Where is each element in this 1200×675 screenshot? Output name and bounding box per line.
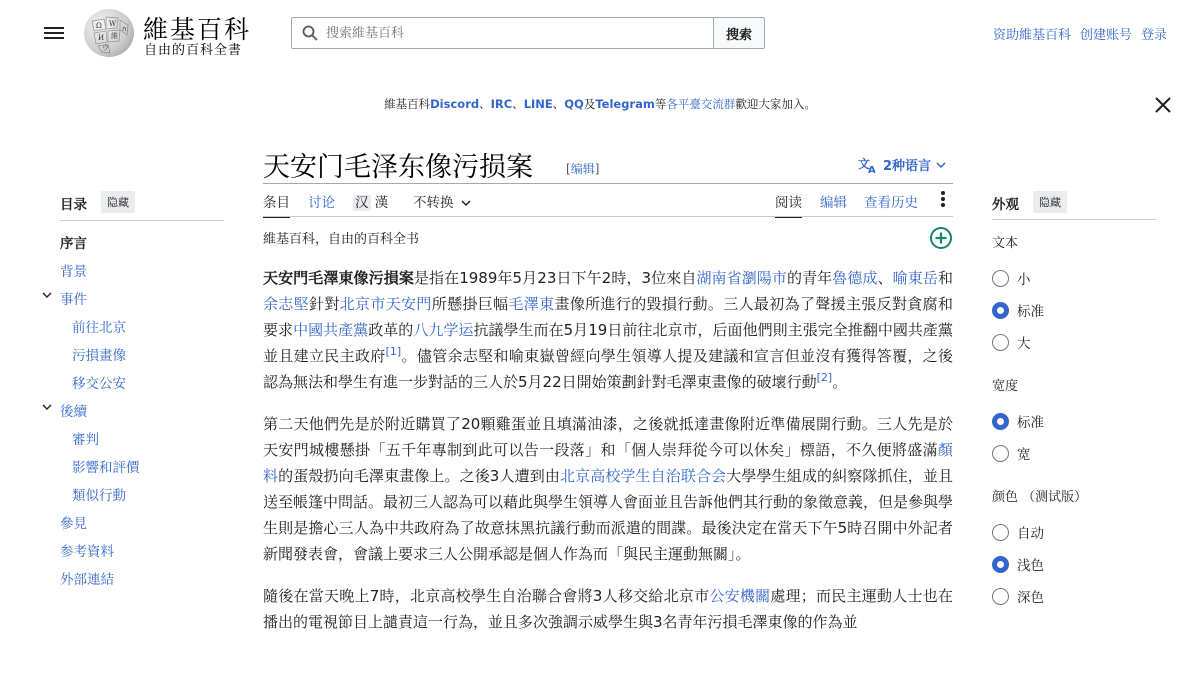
toc-item-impact[interactable]: 影響和評價 xyxy=(72,460,140,476)
bracket: ] xyxy=(594,162,600,176)
link-1989-protests[interactable]: 八九学运 xyxy=(413,321,474,339)
text: 隨後在當天晚上7時，北京高校學生自治聯合會將3人移交給北京市 xyxy=(263,587,710,605)
link-student-federation[interactable]: 北京高校学生自治联合会 xyxy=(559,467,727,485)
text: 是指在1989年5月23日下午2時，3位來自 xyxy=(413,269,697,287)
bold-term: 天安門毛澤東像污損案 xyxy=(263,269,414,287)
toc-item-similar[interactable]: 類似行動 xyxy=(72,488,126,504)
create-account-link[interactable]: 创建账号 xyxy=(1079,28,1132,43)
close-notice-button[interactable] xyxy=(1153,95,1173,115)
irc-link[interactable]: IRC xyxy=(490,97,513,111)
edit-section-link xyxy=(566,160,599,177)
svg-text:W: W xyxy=(109,20,117,28)
link-liuyang[interactable]: 湖南省瀏陽市 xyxy=(696,269,787,287)
qq-link[interactable]: QQ xyxy=(564,97,584,111)
translate-icon xyxy=(858,156,878,174)
width-standard-radio[interactable] xyxy=(992,411,1044,431)
variant-simplified[interactable]: 汉 xyxy=(355,195,369,211)
toc-item-to-beijing[interactable]: 前往北京 xyxy=(72,320,126,336)
tab-talk[interactable]: 讨论 xyxy=(308,195,335,211)
language-button[interactable] xyxy=(858,155,946,174)
toc-item-see-also[interactable]: 參見 xyxy=(60,516,87,532)
search-icon xyxy=(302,25,318,41)
wikipedia-globe-logo[interactable] xyxy=(84,9,134,57)
toc-item-external-links[interactable]: 外部連結 xyxy=(60,572,114,588)
notice-text: 及 xyxy=(583,97,596,111)
variant-switcher[interactable] xyxy=(353,191,388,211)
text: 抗議學生而在5月19日前往北京市，后面他們則主張完全推翻中國共產黨並且建立民主政府 xyxy=(263,321,953,365)
variant-traditional[interactable]: 漢 xyxy=(374,195,389,211)
svg-text:И: И xyxy=(98,34,105,42)
chevron-down-icon[interactable] xyxy=(42,290,52,300)
radio-button[interactable] xyxy=(992,445,1009,462)
link-yu-dongyue[interactable]: 喻東岳 xyxy=(892,269,938,287)
svg-text:維: 維 xyxy=(111,32,118,40)
reference-link[interactable]: [1] xyxy=(385,345,402,358)
paragraph xyxy=(263,411,953,567)
tab-edit[interactable]: 编辑 xyxy=(820,195,847,211)
appearance-hide-button[interactable]: 隐藏 xyxy=(1033,191,1067,213)
link-public-security[interactable]: 公安機關 xyxy=(709,587,771,605)
donate-link[interactable]: 资助維基百科 xyxy=(992,28,1071,43)
tab-history[interactable]: 查看历史 xyxy=(864,195,918,211)
text: 大學學生組成的糾察隊抓住，並且送至帳篷中問話。最初三人認為可以藉此與學生領導人會面並且告訴他們其行動的象徵意義，但是參與學生則是擔心三人為中共政府為了故意抹黑抗議行動而派遣的間諜。最後決定在當天下午5時召開中外記者新聞發表會，會議上要求三人公開承認是個人作為而「與民主運動無關」。 xyxy=(263,467,954,563)
toc-item-background[interactable]: 背景 xyxy=(60,264,87,280)
text: 。儘管余志堅和喻東嶽曾經向學生領導人提及建議和宣言但並沒有獲得答覆，之後認為無法和學生有進一步對話的三人於5月22日開始策劃針對毛澤東畫像的破壞行動 xyxy=(263,347,953,391)
search-field[interactable] xyxy=(291,17,714,49)
text: 處理；而民主運動人士也在播出的電視節目上譴責這一行為，並且多次強調示威學生與3名青年污損毛澤東像的作為並 xyxy=(263,587,953,631)
article-body xyxy=(263,265,953,651)
site-subtitle: 維基百科，自由的百科全书 xyxy=(263,232,420,247)
telegram-link[interactable]: Telegram xyxy=(595,97,655,111)
appearance-title: 外观 xyxy=(992,197,1019,213)
tab-article[interactable]: 条目 xyxy=(263,191,290,218)
text: 針對 xyxy=(309,295,340,313)
personal-tools xyxy=(993,24,1167,43)
color-auto-radio[interactable] xyxy=(992,522,1044,542)
svg-text:A: A xyxy=(868,164,876,174)
login-link[interactable]: 登录 xyxy=(1140,28,1167,43)
radio-button[interactable] xyxy=(992,270,1009,287)
edit-title-link[interactable]: 编辑 xyxy=(570,162,595,176)
search-input[interactable] xyxy=(326,19,713,47)
text-size-large-radio[interactable] xyxy=(992,332,1031,352)
text-size-small-radio[interactable] xyxy=(992,268,1031,288)
appearance-divider xyxy=(992,219,1156,220)
chat-groups-link[interactable]: 各平臺交流群 xyxy=(666,97,736,111)
main-menu-button[interactable] xyxy=(44,24,64,42)
chevron-down-icon xyxy=(936,161,946,169)
radio-label: 标准 xyxy=(1017,304,1044,320)
site-notice xyxy=(0,96,1200,112)
chevron-down-icon[interactable] xyxy=(42,402,52,412)
radio-label: 小 xyxy=(1017,272,1031,288)
svg-text:ウ: ウ xyxy=(102,44,109,52)
notice-text: 維基百科 xyxy=(384,97,431,111)
line-link[interactable]: LINE xyxy=(523,97,553,111)
radio-label: 标准 xyxy=(1017,415,1044,431)
link-ccp[interactable]: 中國共產黨 xyxy=(293,321,369,339)
radio-label: 大 xyxy=(1017,336,1031,352)
toc-item-intro[interactable]: 序言 xyxy=(60,236,87,252)
text-size-label: 文本 xyxy=(992,236,1019,251)
link-yu-zhijian[interactable]: 余志堅 xyxy=(263,295,310,313)
tabs-divider xyxy=(263,216,953,217)
color-dark-radio[interactable] xyxy=(992,586,1044,606)
search-button[interactable]: 搜索 xyxy=(713,17,765,49)
radio-label: 深色 xyxy=(1017,590,1044,606)
page-tabs xyxy=(263,191,953,217)
notice-separator: 、 xyxy=(479,97,491,111)
discord-link[interactable]: Discord xyxy=(430,97,480,111)
bracket: [ xyxy=(566,162,571,176)
notice-separator: 、 xyxy=(552,97,565,111)
no-convert-label: 不转换 xyxy=(413,195,454,211)
radio-label: 浅色 xyxy=(1017,558,1044,574)
link-mao[interactable]: 毛澤東 xyxy=(508,295,555,313)
width-wide-radio[interactable] xyxy=(992,443,1031,463)
chevron-down-icon xyxy=(461,199,471,207)
radio-button[interactable] xyxy=(992,588,1009,605)
notice-text: 等 xyxy=(654,97,667,111)
toc-hide-button[interactable]: 隐藏 xyxy=(101,191,135,213)
close-icon xyxy=(1153,95,1173,115)
toc-divider xyxy=(60,220,224,221)
notice-separator: 、 xyxy=(512,97,524,111)
no-convert-dropdown[interactable] xyxy=(413,191,471,211)
reference-link[interactable]: [2] xyxy=(816,371,833,384)
radio-button[interactable] xyxy=(992,413,1009,430)
text-size-standard-radio[interactable] xyxy=(992,300,1044,320)
color-label: 颜色 （测试版） xyxy=(992,490,1088,505)
radio-button[interactable] xyxy=(992,302,1009,319)
page-title: 天安门毛泽东像污损案 xyxy=(263,152,533,183)
text: 和 xyxy=(937,269,953,287)
toc-item-defacing[interactable]: 污損畫像 xyxy=(72,348,126,364)
text: 的蛋殼扔向毛澤東畫像上。之後3人遭到由 xyxy=(278,467,560,485)
more-actions-menu[interactable] xyxy=(939,191,947,209)
svg-text:文: 文 xyxy=(858,156,871,171)
svg-text:ก: ก xyxy=(122,25,127,33)
site-wordmark[interactable]: 維基百科 xyxy=(143,15,252,44)
toc-item-events[interactable]: 事件 xyxy=(60,292,87,308)
radio-button[interactable] xyxy=(992,524,1009,541)
tab-read[interactable]: 阅读 xyxy=(775,191,802,218)
text: 、 xyxy=(877,269,893,287)
toc-item-trial[interactable]: 審判 xyxy=(72,432,99,448)
svg-text:Ω: Ω xyxy=(96,22,102,30)
text: 。 xyxy=(832,373,848,391)
link-pigment[interactable]: 顏料 xyxy=(263,441,953,485)
radio-label: 宽 xyxy=(1017,447,1031,463)
add-to-watchlist-button[interactable] xyxy=(929,226,953,250)
notice-text: 歡迎大家加入。 xyxy=(735,97,816,111)
color-light-radio[interactable] xyxy=(992,554,1044,574)
plus-circle-icon xyxy=(929,226,953,250)
toc-title: 目录 xyxy=(60,197,87,213)
width-label: 宽度 xyxy=(992,379,1019,394)
radio-button[interactable] xyxy=(992,556,1009,573)
text: 政革的 xyxy=(368,321,414,339)
radio-label: 自动 xyxy=(1017,526,1044,542)
paragraph xyxy=(263,583,953,635)
paragraph xyxy=(263,265,953,395)
title-divider xyxy=(263,183,953,184)
toc-item-references[interactable]: 参考資料 xyxy=(60,544,114,560)
site-tagline: 自由的百科全書 xyxy=(144,43,243,58)
radio-button[interactable] xyxy=(992,334,1009,351)
link-tiananmen[interactable]: 北京市天安門 xyxy=(339,295,432,313)
text: 所懸掛巨幅 xyxy=(431,295,509,313)
text: 第二天他們先是於附近購買了20顆雞蛋並且填滿油漆，之後就抵達畫像附近準備展開行動。三人先是於天安門城樓懸掛「五千年專制到此可以告一段落」和「個人崇拜從今可以休矣」標語，不久便將盛滿 xyxy=(263,415,953,459)
toc-item-aftermath[interactable]: 後續 xyxy=(60,404,87,420)
language-count: 2种语言 xyxy=(883,159,932,174)
link-lu-decheng[interactable]: 魯德成 xyxy=(832,269,878,287)
text: 的青年 xyxy=(787,269,833,287)
toc-item-handover[interactable]: 移交公安 xyxy=(72,376,126,392)
text: 畫像所進行的毀損行動。三人最初為了聲援主張反對貪腐和要求 xyxy=(263,295,953,339)
